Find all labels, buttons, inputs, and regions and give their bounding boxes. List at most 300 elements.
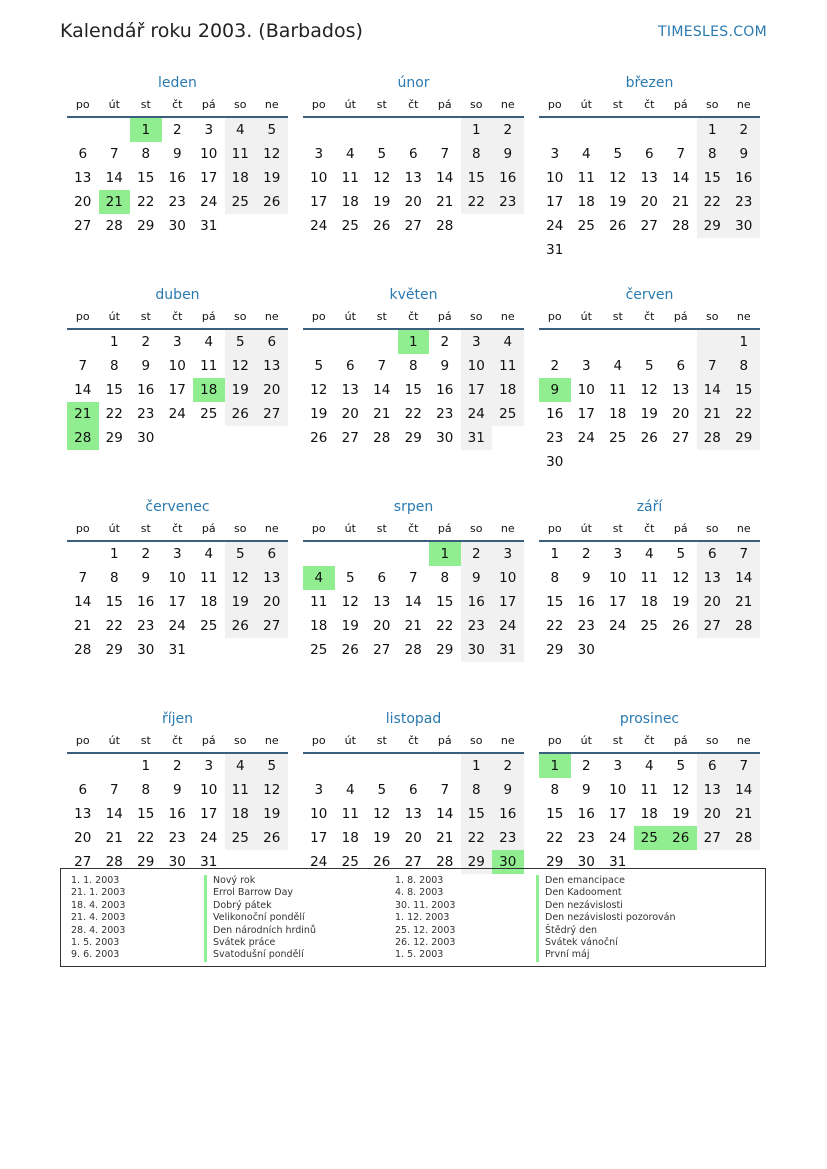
day-cell[interactable]: 15 <box>546 594 564 610</box>
day-cell[interactable]: 8 <box>141 146 151 162</box>
day-cell[interactable]: 22 <box>137 830 155 846</box>
day-cell[interactable]: 10 <box>200 146 218 162</box>
day-cell[interactable]: 25 <box>225 190 257 214</box>
day-cell[interactable]: 29 <box>728 426 760 450</box>
day-cell[interactable]: 18 <box>341 830 359 846</box>
day-cell[interactable]: 18 <box>640 594 658 610</box>
day-cell[interactable]: 5 <box>377 782 387 798</box>
day-cell[interactable]: 30 <box>168 218 186 234</box>
day-cell[interactable]: 18 <box>310 618 328 634</box>
day-cell[interactable]: 8 <box>109 570 119 586</box>
day-cell[interactable]: 31 <box>609 854 627 870</box>
day-cell[interactable]: 16 <box>137 382 155 398</box>
day-cell[interactable]: 11 <box>341 806 359 822</box>
day-cell[interactable]: 27 <box>404 218 422 234</box>
day-cell[interactable]: 8 <box>461 778 493 802</box>
day-cell[interactable]: 17 <box>609 806 627 822</box>
day-cell[interactable]: 9 <box>172 146 182 162</box>
holiday-day-cell[interactable]: 26 <box>665 826 697 850</box>
day-cell[interactable]: 24 <box>609 618 627 634</box>
day-cell[interactable]: 27 <box>697 826 729 850</box>
day-cell[interactable]: 19 <box>640 406 658 422</box>
day-cell[interactable]: 7 <box>676 146 686 162</box>
day-cell[interactable]: 10 <box>609 782 627 798</box>
day-cell[interactable]: 23 <box>137 618 155 634</box>
day-cell[interactable]: 26 <box>225 402 257 426</box>
day-cell[interactable]: 10 <box>546 170 564 186</box>
day-cell[interactable]: 28 <box>436 854 454 870</box>
day-cell[interactable]: 12 <box>256 778 288 802</box>
day-cell[interactable]: 7 <box>440 782 450 798</box>
day-cell[interactable]: 12 <box>373 170 391 186</box>
day-cell[interactable]: 29 <box>546 854 564 870</box>
day-cell[interactable]: 11 <box>609 382 627 398</box>
day-cell[interactable]: 13 <box>256 566 288 590</box>
day-cell[interactable]: 30 <box>137 642 155 658</box>
day-cell[interactable]: 1 <box>550 546 560 562</box>
day-cell[interactable]: 7 <box>697 354 729 378</box>
day-cell[interactable]: 4 <box>644 758 654 774</box>
day-cell[interactable]: 18 <box>225 802 257 826</box>
day-cell[interactable]: 29 <box>105 642 123 658</box>
day-cell[interactable]: 20 <box>404 830 422 846</box>
day-cell[interactable]: 5 <box>225 330 257 354</box>
day-cell[interactable]: 24 <box>577 430 595 446</box>
day-cell[interactable]: 30 <box>461 638 493 662</box>
day-cell[interactable]: 6 <box>697 754 729 778</box>
day-cell[interactable]: 7 <box>728 542 760 566</box>
day-cell[interactable]: 12 <box>310 382 328 398</box>
day-cell[interactable]: 16 <box>492 802 524 826</box>
day-cell[interactable]: 3 <box>204 758 214 774</box>
day-cell[interactable]: 7 <box>109 146 119 162</box>
day-cell[interactable]: 27 <box>74 854 92 870</box>
holiday-day-cell[interactable]: 30 <box>492 850 524 874</box>
day-cell[interactable]: 5 <box>644 358 654 374</box>
day-cell[interactable]: 21 <box>404 618 422 634</box>
day-cell[interactable]: 20 <box>256 590 288 614</box>
day-cell[interactable]: 13 <box>74 170 92 186</box>
day-cell[interactable]: 2 <box>141 546 151 562</box>
day-cell[interactable]: 15 <box>728 378 760 402</box>
day-cell[interactable]: 23 <box>436 406 454 422</box>
day-cell[interactable]: 22 <box>728 402 760 426</box>
day-cell[interactable]: 3 <box>461 330 493 354</box>
day-cell[interactable]: 2 <box>141 334 151 350</box>
day-cell[interactable]: 5 <box>676 758 686 774</box>
day-cell[interactable]: 3 <box>550 146 560 162</box>
day-cell[interactable]: 23 <box>577 830 595 846</box>
day-cell[interactable]: 7 <box>78 358 88 374</box>
day-cell[interactable]: 27 <box>697 614 729 638</box>
day-cell[interactable]: 25 <box>200 406 218 422</box>
day-cell[interactable]: 4 <box>225 754 257 778</box>
day-cell[interactable]: 11 <box>225 778 257 802</box>
day-cell[interactable]: 13 <box>404 806 422 822</box>
day-cell[interactable]: 8 <box>697 142 729 166</box>
day-cell[interactable]: 1 <box>461 754 493 778</box>
day-cell[interactable]: 21 <box>697 402 729 426</box>
day-cell[interactable]: 24 <box>492 614 524 638</box>
day-cell[interactable]: 14 <box>728 566 760 590</box>
day-cell[interactable]: 28 <box>672 218 690 234</box>
day-cell[interactable]: 14 <box>74 594 92 610</box>
day-cell[interactable]: 6 <box>408 146 418 162</box>
day-cell[interactable]: 17 <box>310 194 328 210</box>
day-cell[interactable]: 4 <box>204 546 214 562</box>
day-cell[interactable]: 21 <box>373 406 391 422</box>
day-cell[interactable]: 13 <box>341 382 359 398</box>
day-cell[interactable]: 19 <box>609 194 627 210</box>
day-cell[interactable]: 22 <box>404 406 422 422</box>
holiday-day-cell[interactable]: 1 <box>539 754 571 778</box>
day-cell[interactable]: 4 <box>613 358 623 374</box>
day-cell[interactable]: 20 <box>640 194 658 210</box>
day-cell[interactable]: 13 <box>672 382 690 398</box>
day-cell[interactable]: 23 <box>461 614 493 638</box>
day-cell[interactable]: 11 <box>577 170 595 186</box>
day-cell[interactable]: 26 <box>341 642 359 658</box>
day-cell[interactable]: 24 <box>310 218 328 234</box>
holiday-day-cell[interactable]: 25 <box>634 826 666 850</box>
day-cell[interactable]: 15 <box>461 802 493 826</box>
day-cell[interactable]: 10 <box>461 354 493 378</box>
day-cell[interactable]: 21 <box>105 830 123 846</box>
day-cell[interactable]: 24 <box>200 194 218 210</box>
day-cell[interactable]: 18 <box>609 406 627 422</box>
day-cell[interactable]: 10 <box>609 570 627 586</box>
day-cell[interactable]: 15 <box>404 382 422 398</box>
day-cell[interactable]: 22 <box>461 190 493 214</box>
day-cell[interactable]: 15 <box>105 382 123 398</box>
day-cell[interactable]: 31 <box>200 218 218 234</box>
day-cell[interactable]: 9 <box>172 782 182 798</box>
day-cell[interactable]: 27 <box>640 218 658 234</box>
day-cell[interactable]: 24 <box>609 830 627 846</box>
day-cell[interactable]: 16 <box>728 166 760 190</box>
day-cell[interactable]: 8 <box>550 570 560 586</box>
day-cell[interactable]: 5 <box>345 570 355 586</box>
day-cell[interactable]: 13 <box>74 806 92 822</box>
day-cell[interactable]: 19 <box>672 594 690 610</box>
day-cell[interactable]: 9 <box>492 142 524 166</box>
day-cell[interactable]: 27 <box>341 430 359 446</box>
day-cell[interactable]: 3 <box>492 542 524 566</box>
day-cell[interactable]: 12 <box>225 566 257 590</box>
day-cell[interactable]: 30 <box>577 854 595 870</box>
day-cell[interactable]: 5 <box>256 118 288 142</box>
day-cell[interactable]: 7 <box>78 570 88 586</box>
day-cell[interactable]: 1 <box>728 330 760 354</box>
day-cell[interactable]: 19 <box>310 406 328 422</box>
day-cell[interactable]: 3 <box>204 122 214 138</box>
day-cell[interactable]: 16 <box>546 406 564 422</box>
day-cell[interactable]: 17 <box>168 594 186 610</box>
day-cell[interactable]: 20 <box>697 590 729 614</box>
day-cell[interactable]: 9 <box>581 570 591 586</box>
day-cell[interactable]: 26 <box>256 190 288 214</box>
day-cell[interactable]: 10 <box>168 358 186 374</box>
holiday-day-cell[interactable]: 9 <box>539 378 571 402</box>
day-cell[interactable]: 25 <box>341 218 359 234</box>
day-cell[interactable]: 17 <box>577 406 595 422</box>
day-cell[interactable]: 20 <box>341 406 359 422</box>
day-cell[interactable]: 1 <box>109 334 119 350</box>
day-cell[interactable]: 29 <box>105 430 123 446</box>
day-cell[interactable]: 5 <box>676 546 686 562</box>
day-cell[interactable]: 14 <box>672 170 690 186</box>
day-cell[interactable]: 30 <box>436 430 454 446</box>
day-cell[interactable]: 24 <box>200 830 218 846</box>
day-cell[interactable]: 19 <box>672 806 690 822</box>
day-cell[interactable]: 6 <box>256 542 288 566</box>
day-cell[interactable]: 28 <box>74 642 92 658</box>
day-cell[interactable]: 6 <box>644 146 654 162</box>
day-cell[interactable]: 20 <box>74 194 92 210</box>
day-cell[interactable]: 2 <box>172 758 182 774</box>
day-cell[interactable]: 14 <box>74 382 92 398</box>
day-cell[interactable]: 13 <box>697 566 729 590</box>
day-cell[interactable]: 3 <box>314 782 324 798</box>
day-cell[interactable]: 8 <box>440 570 450 586</box>
day-cell[interactable]: 26 <box>256 826 288 850</box>
day-cell[interactable]: 11 <box>640 782 658 798</box>
day-cell[interactable]: 28 <box>697 426 729 450</box>
day-cell[interactable]: 21 <box>728 802 760 826</box>
day-cell[interactable]: 23 <box>728 190 760 214</box>
day-cell[interactable]: 7 <box>408 570 418 586</box>
day-cell[interactable]: 12 <box>373 806 391 822</box>
day-cell[interactable]: 28 <box>728 614 760 638</box>
day-cell[interactable]: 26 <box>310 430 328 446</box>
day-cell[interactable]: 22 <box>105 618 123 634</box>
day-cell[interactable]: 9 <box>492 778 524 802</box>
day-cell[interactable]: 24 <box>461 402 493 426</box>
day-cell[interactable]: 3 <box>613 546 623 562</box>
day-cell[interactable]: 19 <box>373 830 391 846</box>
day-cell[interactable]: 1 <box>141 758 151 774</box>
day-cell[interactable]: 12 <box>640 382 658 398</box>
day-cell[interactable]: 8 <box>408 358 418 374</box>
day-cell[interactable]: 28 <box>404 642 422 658</box>
day-cell[interactable]: 17 <box>168 382 186 398</box>
day-cell[interactable]: 14 <box>436 170 454 186</box>
day-cell[interactable]: 16 <box>577 594 595 610</box>
day-cell[interactable]: 28 <box>105 218 123 234</box>
day-cell[interactable]: 5 <box>613 146 623 162</box>
day-cell[interactable]: 15 <box>461 166 493 190</box>
day-cell[interactable]: 13 <box>373 594 391 610</box>
day-cell[interactable]: 9 <box>728 142 760 166</box>
day-cell[interactable]: 6 <box>408 782 418 798</box>
day-cell[interactable]: 21 <box>436 194 454 210</box>
day-cell[interactable]: 31 <box>492 638 524 662</box>
holiday-day-cell[interactable]: 21 <box>67 402 99 426</box>
day-cell[interactable]: 9 <box>440 358 450 374</box>
day-cell[interactable]: 27 <box>74 218 92 234</box>
day-cell[interactable]: 13 <box>404 170 422 186</box>
day-cell[interactable]: 9 <box>581 782 591 798</box>
day-cell[interactable]: 6 <box>697 542 729 566</box>
day-cell[interactable]: 29 <box>697 214 729 238</box>
day-cell[interactable]: 28 <box>373 430 391 446</box>
day-cell[interactable]: 25 <box>492 402 524 426</box>
day-cell[interactable]: 22 <box>546 618 564 634</box>
day-cell[interactable]: 13 <box>640 170 658 186</box>
day-cell[interactable]: 2 <box>581 546 591 562</box>
day-cell[interactable]: 2 <box>172 122 182 138</box>
day-cell[interactable]: 24 <box>168 406 186 422</box>
day-cell[interactable]: 25 <box>341 854 359 870</box>
day-cell[interactable]: 5 <box>225 542 257 566</box>
day-cell[interactable]: 30 <box>577 642 595 658</box>
holiday-day-cell[interactable]: 1 <box>398 330 430 354</box>
day-cell[interactable]: 6 <box>345 358 355 374</box>
day-cell[interactable]: 16 <box>137 594 155 610</box>
day-cell[interactable]: 20 <box>404 194 422 210</box>
day-cell[interactable]: 10 <box>310 170 328 186</box>
day-cell[interactable]: 9 <box>461 566 493 590</box>
day-cell[interactable]: 22 <box>436 618 454 634</box>
day-cell[interactable]: 13 <box>697 778 729 802</box>
day-cell[interactable]: 13 <box>256 354 288 378</box>
day-cell[interactable]: 25 <box>200 618 218 634</box>
day-cell[interactable]: 4 <box>345 782 355 798</box>
day-cell[interactable]: 3 <box>613 758 623 774</box>
day-cell[interactable]: 8 <box>109 358 119 374</box>
day-cell[interactable]: 18 <box>577 194 595 210</box>
day-cell[interactable]: 18 <box>492 378 524 402</box>
day-cell[interactable]: 3 <box>314 146 324 162</box>
day-cell[interactable]: 27 <box>256 614 288 638</box>
day-cell[interactable]: 1 <box>109 546 119 562</box>
day-cell[interactable]: 20 <box>697 802 729 826</box>
day-cell[interactable]: 11 <box>341 170 359 186</box>
day-cell[interactable]: 25 <box>609 430 627 446</box>
day-cell[interactable]: 15 <box>697 166 729 190</box>
day-cell[interactable]: 23 <box>168 830 186 846</box>
day-cell[interactable]: 31 <box>461 426 493 450</box>
day-cell[interactable]: 23 <box>492 190 524 214</box>
day-cell[interactable]: 5 <box>314 358 324 374</box>
day-cell[interactable]: 6 <box>256 330 288 354</box>
day-cell[interactable]: 19 <box>225 378 257 402</box>
day-cell[interactable]: 1 <box>697 118 729 142</box>
day-cell[interactable]: 20 <box>74 830 92 846</box>
day-cell[interactable]: 28 <box>436 218 454 234</box>
day-cell[interactable]: 4 <box>345 146 355 162</box>
day-cell[interactable]: 17 <box>200 806 218 822</box>
day-cell[interactable]: 10 <box>200 782 218 798</box>
day-cell[interactable]: 15 <box>105 594 123 610</box>
day-cell[interactable]: 4 <box>204 334 214 350</box>
day-cell[interactable]: 26 <box>672 618 690 634</box>
holiday-day-cell[interactable]: 1 <box>429 542 461 566</box>
day-cell[interactable]: 4 <box>225 118 257 142</box>
day-cell[interactable]: 4 <box>581 146 591 162</box>
day-cell[interactable]: 29 <box>137 218 155 234</box>
day-cell[interactable]: 16 <box>436 382 454 398</box>
day-cell[interactable]: 26 <box>373 218 391 234</box>
day-cell[interactable]: 28 <box>728 826 760 850</box>
day-cell[interactable]: 18 <box>225 166 257 190</box>
brand-logo-text[interactable]: TIMESLES.COM <box>658 24 767 40</box>
day-cell[interactable]: 17 <box>310 830 328 846</box>
day-cell[interactable]: 30 <box>728 214 760 238</box>
day-cell[interactable]: 24 <box>310 854 328 870</box>
holiday-day-cell[interactable]: 4 <box>303 566 335 590</box>
day-cell[interactable]: 16 <box>492 166 524 190</box>
day-cell[interactable]: 17 <box>461 378 493 402</box>
day-cell[interactable]: 23 <box>577 618 595 634</box>
day-cell[interactable]: 18 <box>200 594 218 610</box>
day-cell[interactable]: 25 <box>640 618 658 634</box>
day-cell[interactable]: 6 <box>377 570 387 586</box>
day-cell[interactable]: 7 <box>728 754 760 778</box>
day-cell[interactable]: 12 <box>609 170 627 186</box>
day-cell[interactable]: 14 <box>728 778 760 802</box>
day-cell[interactable]: 6 <box>78 782 88 798</box>
day-cell[interactable]: 24 <box>168 618 186 634</box>
day-cell[interactable]: 25 <box>310 642 328 658</box>
day-cell[interactable]: 31 <box>200 854 218 870</box>
day-cell[interactable]: 29 <box>461 850 493 874</box>
day-cell[interactable]: 12 <box>672 782 690 798</box>
day-cell[interactable]: 7 <box>377 358 387 374</box>
holiday-day-cell[interactable]: 28 <box>67 426 99 450</box>
day-cell[interactable]: 6 <box>78 146 88 162</box>
day-cell[interactable]: 2 <box>461 542 493 566</box>
day-cell[interactable]: 29 <box>436 642 454 658</box>
day-cell[interactable]: 16 <box>168 806 186 822</box>
day-cell[interactable]: 14 <box>404 594 422 610</box>
day-cell[interactable]: 22 <box>546 830 564 846</box>
day-cell[interactable]: 17 <box>492 590 524 614</box>
day-cell[interactable]: 14 <box>373 382 391 398</box>
holiday-day-cell[interactable]: 1 <box>130 118 162 142</box>
day-cell[interactable]: 27 <box>373 642 391 658</box>
holiday-day-cell[interactable]: 18 <box>193 378 225 402</box>
day-cell[interactable]: 23 <box>546 430 564 446</box>
day-cell[interactable]: 8 <box>141 782 151 798</box>
day-cell[interactable]: 24 <box>546 218 564 234</box>
day-cell[interactable]: 6 <box>676 358 686 374</box>
day-cell[interactable]: 26 <box>373 854 391 870</box>
day-cell[interactable]: 4 <box>644 546 654 562</box>
day-cell[interactable]: 25 <box>577 218 595 234</box>
day-cell[interactable]: 15 <box>436 594 454 610</box>
day-cell[interactable]: 2 <box>440 334 450 350</box>
day-cell[interactable]: 20 <box>373 618 391 634</box>
day-cell[interactable]: 27 <box>404 854 422 870</box>
day-cell[interactable]: 21 <box>74 618 92 634</box>
day-cell[interactable]: 23 <box>492 826 524 850</box>
day-cell[interactable]: 14 <box>436 806 454 822</box>
day-cell[interactable]: 29 <box>404 430 422 446</box>
day-cell[interactable]: 19 <box>225 590 257 614</box>
day-cell[interactable]: 15 <box>137 170 155 186</box>
day-cell[interactable]: 19 <box>341 618 359 634</box>
day-cell[interactable]: 22 <box>697 190 729 214</box>
day-cell[interactable]: 9 <box>141 570 151 586</box>
day-cell[interactable]: 11 <box>200 570 218 586</box>
day-cell[interactable]: 25 <box>225 826 257 850</box>
day-cell[interactable]: 19 <box>256 166 288 190</box>
day-cell[interactable]: 8 <box>728 354 760 378</box>
day-cell[interactable]: 14 <box>105 806 123 822</box>
day-cell[interactable]: 17 <box>609 594 627 610</box>
day-cell[interactable]: 2 <box>728 118 760 142</box>
